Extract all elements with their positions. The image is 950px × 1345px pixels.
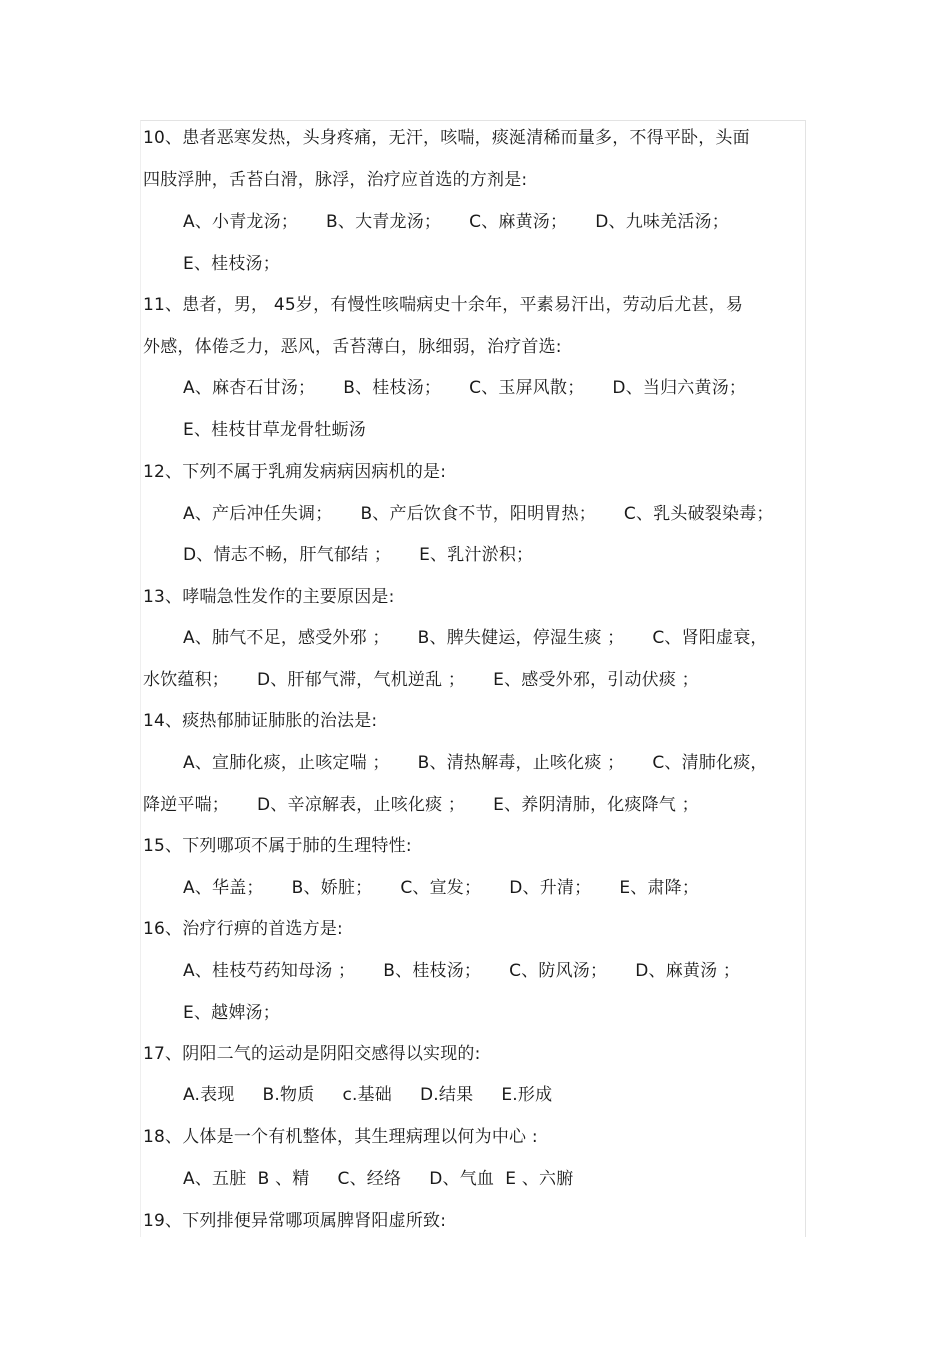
q17-line-1: 17、阴阳二气的运动是阴阳交感得以实现的:: [143, 1044, 481, 1064]
q12-options-1: A、产后冲任失调； B、产后饮食不节，阳明胃热； C、乳头破裂染毒；: [183, 504, 774, 524]
q12-line-1: 12、下列不属于乳痈发病病因病机的是:: [143, 462, 447, 482]
q18-options-1: A、五脏 B 、精 C、经络 D、气血 E 、六腑: [183, 1169, 574, 1189]
q13-line-1: 13、哮喘急性发作的主要原因是:: [143, 587, 395, 607]
q14-options-2: 降逆平喘； D、辛凉解表，止咳化痰 ； E、养阴清肺，化痰降气 ；: [143, 795, 699, 815]
q12-options-2: D、情志不畅，肝气郁结 ； E、乳汁淤积；: [183, 545, 534, 565]
q16-options-1: A、桂枝芍药知母汤 ； B、桂枝汤； C、防风汤； D、麻黄汤 ；: [183, 961, 741, 981]
q13-options-2: 水饮蕴积； D、肝郁气滞，气机逆乱 ； E、感受外邪，引动伏痰 ；: [143, 670, 699, 690]
q10-options-2: E、桂枝汤；: [183, 254, 280, 274]
q18-line-1: 18、人体是一个有机整体，其生理病理以何为中心 :: [143, 1127, 538, 1147]
q15-line-1: 15、下列哪项不属于肺的生理特性:: [143, 836, 412, 856]
q11-line-2: 外感，体倦乏力，恶风，舌苔薄白，脉细弱，治疗首选:: [143, 337, 562, 357]
q15-options-1: A、华盖； B、娇脏； C、宣发； D、升清； E、肃降；: [183, 878, 700, 898]
q10-options-1: A、小青龙汤； B、大青龙汤； C、麻黄汤； D、九味羌活汤；: [183, 212, 729, 232]
q11-line-1: 11、患者，男， 45岁，有慢性咳喘病史十余年，平素易汗出，劳动后尤甚，易: [143, 295, 744, 315]
q14-options-1: A、宣肺化痰，止咳定喘 ； B、清热解毒，止咳化痰 ； C、清肺化痰，: [183, 753, 768, 773]
q19-line-1: 19、下列排便异常哪项属脾肾阳虚所致:: [143, 1211, 447, 1231]
q17-options-1: A.表现 B.物质 c.基础 D.结果 E.形成: [183, 1085, 553, 1105]
q16-line-1: 16、治疗行痹的首选方是:: [143, 919, 343, 939]
q10-line-2: 四肢浮肿，舌苔白滑，脉浮，治疗应首选的方剂是:: [143, 170, 528, 190]
q11-options-1: A、麻杏石甘汤； B、桂枝汤； C、玉屏风散； D、当归六黄汤；: [183, 378, 747, 398]
q11-options-2: E、桂枝甘草龙骨牡蛎汤: [183, 420, 366, 440]
q13-options-1: A、肺气不足，感受外邪 ； B、脾失健运，停湿生痰 ； C、肾阳虚衰，: [183, 628, 768, 648]
q16-options-2: E、越婢汤；: [183, 1003, 280, 1023]
q10-line-1: 10、患者恶寒发热，头身疼痛，无汗，咳喘，痰涎清稀而量多，不得平卧，头面: [143, 128, 750, 148]
q14-line-1: 14、痰热郁肺证肺胀的治法是:: [143, 711, 378, 731]
